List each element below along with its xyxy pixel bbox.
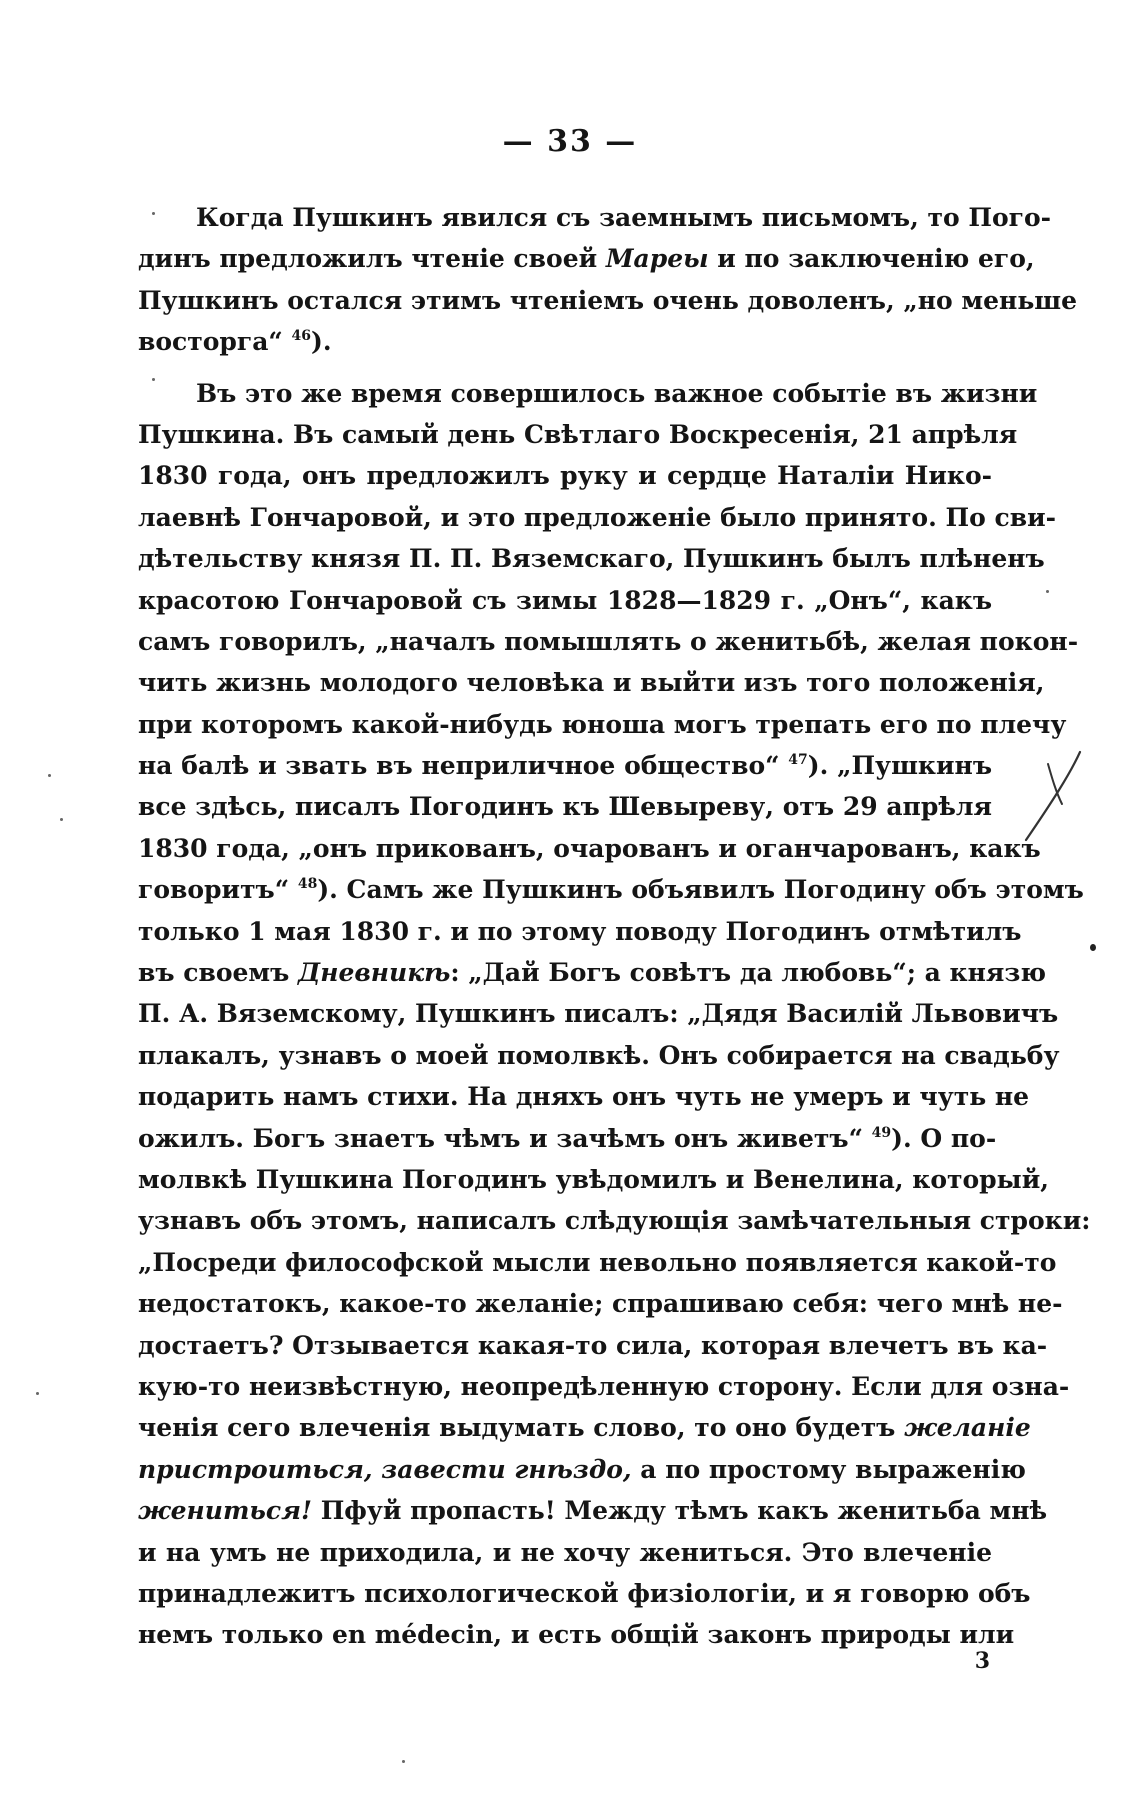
text-line: принадлежитъ психологической физіологіи, и я говорю объ <box>138 1578 1031 1608</box>
page-body <box>138 197 1091 1656</box>
text-line: пристроиться, завести гнѣздо, а по простому выраженію <box>138 1454 1026 1484</box>
text-line: кую-то неизвѣстную, неопредѣленную сторону. Если для озна- <box>138 1371 1070 1401</box>
paper-speck <box>402 1760 405 1763</box>
italic-title: Мареы <box>605 244 709 274</box>
text-line: Когда Пушкинъ явился съ заемнымъ письмомъ, то Пого- <box>196 203 1052 232</box>
text-line: все здѣсь, писалъ Погодинъ къ Шевыреву, отъ 29 апрѣля <box>138 792 992 822</box>
text-line: Въ это же время совершилось важное событіе въ жизни <box>196 378 1038 408</box>
text-line: при которомъ какой-нибудь юноша могъ трепать его по плечу <box>138 709 1067 739</box>
italic-phrase: жениться! <box>138 1496 312 1526</box>
text-line: говоритъ“ $^{48}$). Самъ же Пушкинъ объявилъ Погодину объ этомъ <box>138 875 1084 905</box>
text-line: немъ только en médecin, и есть общій законъ природы или <box>138 1620 1015 1650</box>
paper-speck <box>36 1392 39 1395</box>
text-line: ожилъ. Богъ знаетъ чѣмъ и зачѣмъ онъ живетъ“ $^{49}$). О по- <box>138 1123 997 1153</box>
text-line: 1830 года, „онъ прикованъ, очарованъ и оганчарованъ, какъ <box>138 833 1041 863</box>
text-line: Пушкинъ остался этимъ чтеніемъ очень доволенъ, „но меньше <box>138 285 1078 315</box>
text-line: на балѣ и звать въ неприличное общество“ $^{47}$). „Пушкинъ <box>138 751 993 781</box>
text-line: дѣтельству князя П. П. Вяземскаго, Пушкинъ былъ плѣненъ <box>138 544 1045 574</box>
text-line: узнавъ объ этомъ, написалъ слѣдующія замѣчательныя строки: <box>138 1206 1091 1236</box>
text-line: самъ говорилъ, „началъ помышлять о женитьбѣ, желая покон- <box>138 626 1079 656</box>
text-line: динъ предложилъ чтеніе своей Мареы и по заключенію его, <box>138 244 1035 274</box>
paper-speck <box>1046 590 1049 593</box>
footnote-ref: 48 <box>297 876 318 893</box>
text-line: въ своемъ Дневникѣ: „Дай Богъ совѣтъ да любовь“; а князю <box>138 958 1046 988</box>
italic-phrase: желаніе <box>904 1413 1031 1443</box>
paper-speck <box>152 378 155 381</box>
text-line: лаевнѣ Гончаровой, и это предложеніе было принято. По сви- <box>138 502 1057 532</box>
italic-phrase: пристроиться, завести гнѣздо, <box>138 1454 632 1484</box>
text-line: жениться! Пфуй пропасть! Между тѣмъ какъ женитьба мнѣ <box>138 1496 1048 1526</box>
footnote-ref: 46 <box>291 328 311 345</box>
page-number: — 33 — <box>502 124 638 159</box>
margin-pencil-mark <box>1018 748 1088 848</box>
text-line: ченія сего влеченія выдумать слово, то оно будетъ желаніе <box>138 1413 1031 1443</box>
paper-speck <box>152 212 155 215</box>
text-line: красотою Гончаровой съ зимы 1828—1829 г. „Онъ“, какъ <box>138 585 992 615</box>
text-line: недостатокъ, какое-то желаніе; спрашиваю себя: чего мнѣ не- <box>138 1289 1063 1319</box>
text-line: только 1 мая 1830 г. и по этому поводу Погодинъ отмѣтилъ <box>138 916 1022 946</box>
text-line: чить жизнь молодого человѣка и выйти изъ того положенія, <box>138 668 1045 698</box>
text-line: достаетъ? Отзывается какая-то сила, которая влечетъ въ ка- <box>138 1330 1048 1360</box>
text-line: восторга“ $^{46}$). <box>138 327 332 357</box>
text-line: 1830 года, онъ предложилъ руку и сердце Наталіи Нико- <box>138 461 992 491</box>
text-line: П. А. Вяземскому, Пушкинъ писалъ: „Дядя Василій Львовичъ <box>138 999 1059 1029</box>
footnote-ref: 49 <box>871 1124 892 1141</box>
footnote-ref: 47 <box>788 752 808 769</box>
paper-speck <box>60 818 63 821</box>
text-line: плакалъ, узнавъ о моей помолвкѣ. Онъ собирается на свадьбу <box>138 1040 1060 1070</box>
text-line: молвкѣ Пушкина Погодинъ увѣдомилъ и Венелина, который, <box>138 1164 1049 1194</box>
margin-ink-dot <box>1090 944 1096 951</box>
text-line: подарить намъ стихи. На дняхъ онъ чуть не умеръ и чуть не <box>138 1082 1030 1112</box>
text-line: „Посреди философской мысли невольно появляется какой-то <box>138 1247 1057 1277</box>
text-line: и на умъ не приходила, и не хочу жениться. Это влеченіе <box>138 1537 992 1567</box>
text-line: Пушкина. Въ самый день Свѣтлаго Воскресенія, 21 апрѣля <box>138 419 1018 449</box>
signature-mark: 3 <box>974 1648 990 1674</box>
italic-title: Дневникѣ <box>298 958 451 988</box>
paper-speck <box>48 774 51 777</box>
